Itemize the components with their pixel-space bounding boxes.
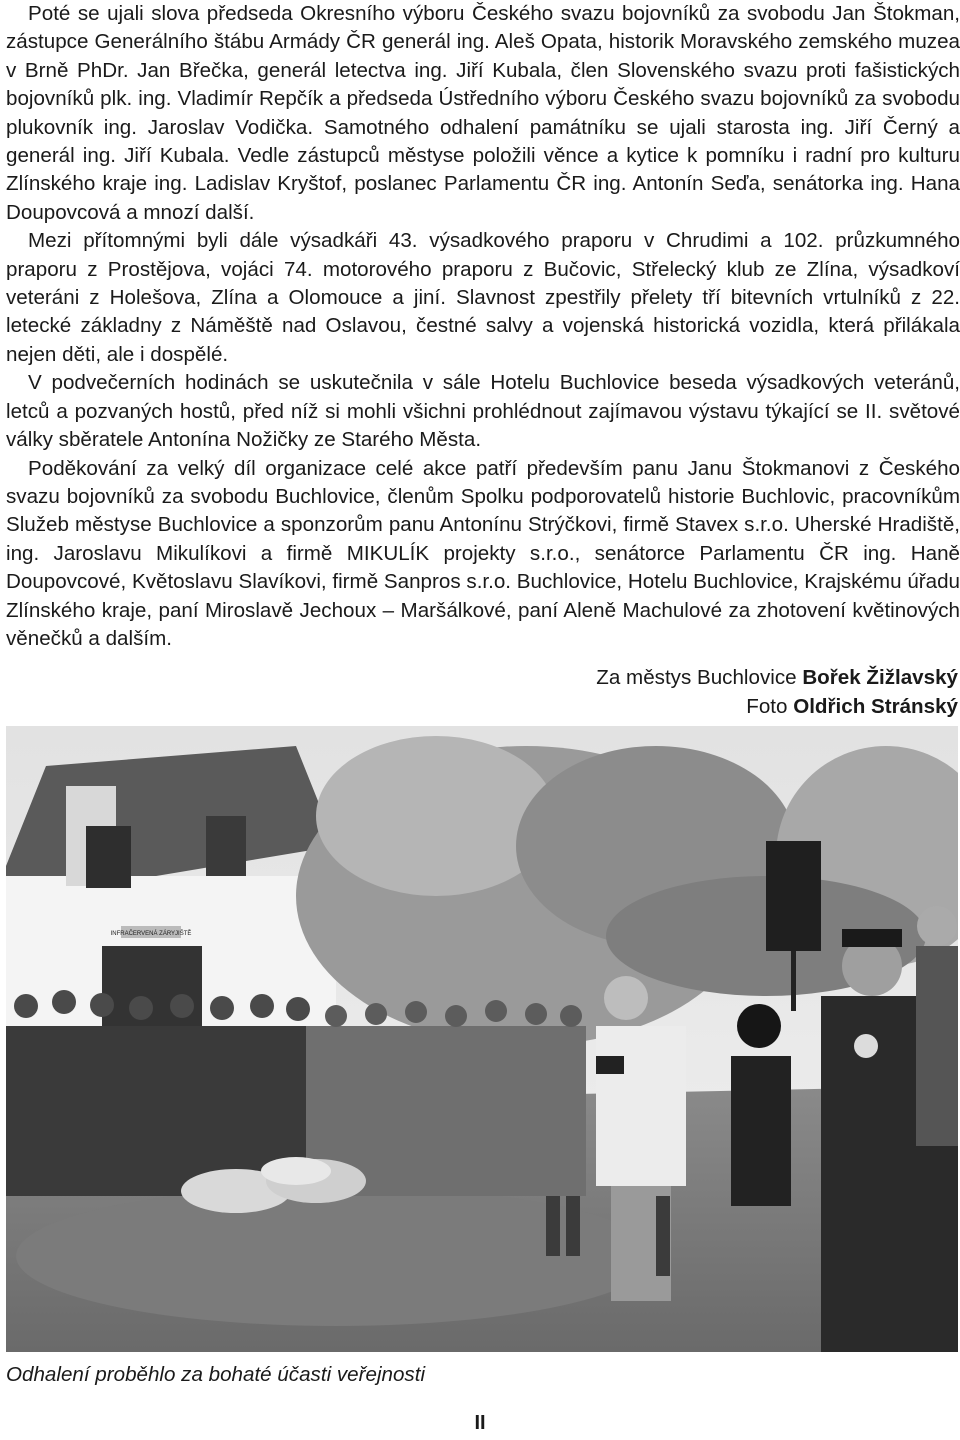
paragraph-2: Mezi přítomnými byli dále výsadkáři 43. výsadkového praporu v Chrudimi a 102. průzkumného praporu z Prostějova, vojáci 74. motorového praporu z Bučovic, Střelecký klub ze Zlína, výsadkoví veteráni z Holešova, Zlína a Olomouce a jiní. Slavnost zpestřily přelety tří bitevních vrtulníků z 22. letecké základny z Náměště nad Oslavou, čestné salvy a vojenská historická vozidla, která přilákala nejen děti, ale i dospělé. (6, 229, 960, 366)
signature-photo-name: Oldřich Stránský (793, 695, 958, 718)
photo-caption: Odhalení proběhlo za bohaté účasti veřejnosti (6, 1363, 426, 1386)
paragraph-1: Poté se ujali slova předseda Okresního výboru Českého svazu bojovníků za svobodu Jan Štokman, zástupce Generálního štábu Armády ČR generál ing. Aleš Opata, historik Moravského zemského muzea v Brně PhDr. Jan Břečka, generál letectva ing. Jiří Kubala, člen Slovenského svazu proti fašistických bojovníků plk. ing. Vladimír Repčík a předseda Ústředního výboru Českého svazu bojovníků za svobodu plukovník ing. Jaroslav Vodička. Samotného odhalení památníku se ujali starosta ing. Jiří Černý a generál ing. Jiří Kubala. Vedle zástupců městyse položili věnce a kytice k pomníku i radní pro kulturu Zlínského kraje ing. Ladislav Kryštof, poslanec Parlamentu ČR ing. Antonín Seďa, senátorka ing. Hana Doupovcová a mnozí další. (6, 2, 960, 224)
building-sign: INFRAČERVENÁ ZÁRYJIŠTĚ (110, 931, 192, 937)
signature-mayor (596, 664, 958, 692)
paragraph-3: V podvečerních hodinách se uskutečnila v sále Hotelu Buchlovice beseda výsadkových veteránů, letců a pozvaných hostů, před níž si mohli všichni prohlédnout zajímavou výstavu týkající se II. světové války sběratele Antonína Nožičky ze Starého Města. (6, 371, 960, 452)
ceremony-photo (6, 726, 958, 1352)
article-body (6, 0, 960, 653)
paragraph-4: Poděkování za velký díl organizace celé akce patří především panu Janu Štokmanovi z Českého svazu bojovníků za svobodu Buchlovice, členům Spolku podporovatelů historie Buchlovic, pracovníkům Služeb městyse Buchlovice a sponzorům panu Antonínu Strýčkovi, firmě Stavex s.r.o. Uherské Hradiště, ing. Jaroslavu Mikulíkovi a firmě MIKULÍK projekty s.r.o., senátorce Parlamentu ČR ing. Haně Doupovcové, Květoslavu Slavíkovi, firmě Sanpros s.r.o. Buchlovice, Hotelu Buchlovice, Krajskému úřadu Zlínského kraje, paní Miroslavě Jechoux – Maršálkové, paní Aleně Machulové za zhotovení květinových věnečků a dalším. (6, 456, 960, 650)
page-number: II (474, 1412, 486, 1434)
signature-photo (746, 693, 958, 721)
signature-photo-prefix: Foto (746, 695, 788, 718)
signature-mayor-prefix: Za městys Buchlovice (596, 666, 797, 689)
signature-mayor-name: Bořek Žižlavský (802, 666, 958, 689)
